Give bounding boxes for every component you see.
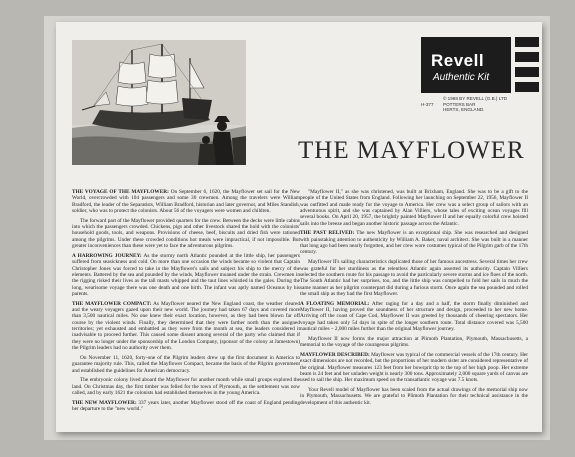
- paragraph-body: Mayflower was typical of the commercial vessels of the 17th century. Her exact dimensions are not recorded, but the proportions of her modern sister are considered representative of the original. Mayflower measures 123 feet from her bowsprit tip to the top of her high poop. Her extreme beam is 24 feet and her unladen weight is nearly 300 tons. Approximately 2,000 square yards of canvas are used to sail the ship. Her maximum speed on the transatlantic voyage was 7.5 knots.: [300, 351, 529, 384]
- copyright-line: POTTERS BAR: [443, 101, 476, 107]
- article-paragraph: [300, 230, 528, 255]
- paragraph-body: The new Mayflower is an exceptional ship. She was researched and designed with painstaking attention to authenticity by William A. Baker, naval architect. She was built in a manner that long ago had been nearly forgotten, and her crew wore costumes typical of the Pilgrim garb of the 17th century.: [300, 230, 529, 256]
- article-paragraph: [72, 218, 300, 250]
- article-paragraph: [72, 189, 300, 214]
- paragraph-body: On November 11, 1620, forty-one of the Pilgrim leaders drew up the first document in America to guarantee majority rule. This, called the Mayflower Compact, became the basis of the Pilgrim government and established the guidelines for American democracy.: [72, 354, 300, 374]
- kit-code: H-377: [421, 102, 434, 107]
- paragraph-body: Your Revell model of Mayflower has been scaled from the actual drawings of the memorial ship now in Plymouth, Massachusetts. We are grateful to Plimoth Plantation for their technical assistance in the development of this authentic kit.: [300, 386, 528, 406]
- logo-stripes: [515, 37, 539, 93]
- section-heading: A HARROWING JOURNEY:: [72, 252, 142, 259]
- paragraph-body: As the stormy north Atlantic pounded at the little ship, her passengers suffered from seasickness and cold. On more than one occasion the winds became so violent that Captain Christopher Jones was forced to take in the Mayflower's sails and subject his ship to the mercy of the elements. Battered by the sea and pounded by the winds, Mayflower moaned under the strain. Crewmen in the rigging risked their lives as the tall masts whipped and the taut lines whistled in the gales. During the long, wearisome voyage there was one death and one birth. The infant was aptly named Oceanus by his parents.: [72, 252, 300, 297]
- article-paragraph: [72, 400, 300, 413]
- article-paragraph: [72, 377, 300, 396]
- left-text-column: [72, 189, 300, 416]
- paragraph-body: Mayflower II's sailing characteristics duplicated those of her famous ancestress. Several times her crew was grateful for her sturdiness as the relentless Atlantic again asserted its authority. Captain Villiers selected the southern route for his passage to avoid the particularly severe storms and ice floes of the north. The South Atlantic had her surprises, too, and the little ship was compelled to fold her sails in much the same manner as her pilgrim counterpart did during a furious storm. Once again the sea pounded and rolled the small ship as they had the first Mayflower.: [300, 259, 528, 297]
- revell-logo: [421, 37, 539, 93]
- page-title: THE MAYFLOWER: [298, 137, 525, 164]
- copyright-line: HERTS, ENGLAND.: [443, 107, 485, 113]
- section-heading: MAYFLOWER DESCRIBED:: [300, 351, 370, 358]
- paragraph-body: The embryonic colony lived aboard the Mayflower for another month while small groups explored the land. On Christmas day, the first timber was felled for the town of Plymouth, as the settlement was now called, and by early 1621 the colonists had established themselves in the young America.: [72, 377, 300, 396]
- article-paragraph: [72, 355, 300, 374]
- paragraph-body: Mayflower II now forms the major attraction at Plimoth Plantation, Plymouth, Massachusetts, a memorial to the voyage of the courageous pilgrims.: [300, 335, 528, 349]
- paragraph-body: The forward part of the Mayflower provided quarters for the crew. Between the decks were little cabins into which the passengers crowded. Chickens, pigs and other livestock shared the hold with the colonists' household goods, tools, and weapons. Provisions of cheese, beef, biscuits and dried fish were rationed among the pilgrims. Under these crowded conditions hot meals were impractical, if not impossible. But greater inconveniences than these were yet to face the adventurous pilgrims.: [72, 217, 300, 250]
- section-heading: THE VOYAGE OF THE MAYFLOWER:: [72, 189, 169, 195]
- section-heading: THE PAST RELIVED:: [300, 230, 355, 237]
- article-paragraph: [300, 336, 528, 349]
- paragraph-body: 337 years later, another Mayflower stood off the coast of England pending her departure to the "new world.": [72, 399, 301, 412]
- paragraph-body: On September 6, 1620, the Mayflower set sail for the New World, overcrowded with 104 passengers and some 30 crewmen. Among the travelers were William Bradford, the leader of the Separatists, William Bradford, historian and later governor, and Miles Standish, soldier, who was to protect the colonists. About 56 of the voyagers were women and children.: [72, 189, 301, 215]
- paragraph-body: "Mayflower II," as she was christened, was built at Brixham, England. She was to be a gift to the people of the United States from England. Following her launching on September 22, 1956, Mayflower II was outfitted and made ready for the voyage to America. Her crew was a select group of sailors with an adventurous spirit, and she was captained by Alan Villiers, whose tales of exciting ocean voyages fill several books. On April 20, 1957, the brightly painted Mayflower II and her equally colorful crew hoisted sails into the breeze and began another historic passage across the Atlantic.: [300, 189, 528, 227]
- paragraph-body: After raging for a day and a half, the storm finally diminished and Mayflower II, having proved the soundness of her structure and design, proceeded to her new home. Arriving off the coast of Cape Cod, Mayflower II was greeted by thousands of cheering spectators. Her voyage had taken only 54 days in spite of the longer southern route. Total distance covered was 5,500 nautical miles – 2,000 miles further than the original Mayflower journey.: [300, 300, 528, 333]
- paragraph-body: As Mayflower neared the New England coast, the weather cleared and the weary voyagers gazed upon their new world. The journey had taken 67 days and covered more than 3,500 nautical miles. No one knew their exact location, however, as they had been blown far off course by the violent winds. Finally, they determined that they were farther north than the assigned territories; yet exhausted and embattled as they were from the month at sea, the leaders considered it inadvisable to proceed further. This caused some dissent among several of the party who claimed that if they were no longer under the sponsorship of the London Company, (sponsor of the colony at Jamestown) the Pilgrim leaders had no authority over them.: [72, 300, 300, 352]
- mayflower-ship-illustration: [72, 40, 246, 165]
- article-paragraph: [300, 301, 528, 333]
- article-paragraph: [300, 259, 528, 297]
- section-heading: A FLOATING MEMORIAL:: [300, 300, 370, 307]
- copyright-line: © 1968 BY REVELL (G.B.) LTD: [443, 96, 508, 101]
- article-paragraph: [72, 301, 300, 352]
- section-heading: THE NEW MAYFLOWER:: [72, 399, 137, 406]
- article-paragraph: [300, 387, 528, 406]
- section-heading: THE MAYFLOWER COMPACT:: [72, 300, 152, 307]
- article-paragraph: [72, 253, 300, 297]
- revell-logo-badge: [421, 37, 511, 93]
- brand-name: Revell: [431, 51, 485, 70]
- article-paragraph: [300, 189, 528, 227]
- brand-tagline: Authentic Kit: [433, 72, 490, 83]
- article-paragraph: [300, 352, 528, 384]
- right-text-column: [300, 189, 528, 409]
